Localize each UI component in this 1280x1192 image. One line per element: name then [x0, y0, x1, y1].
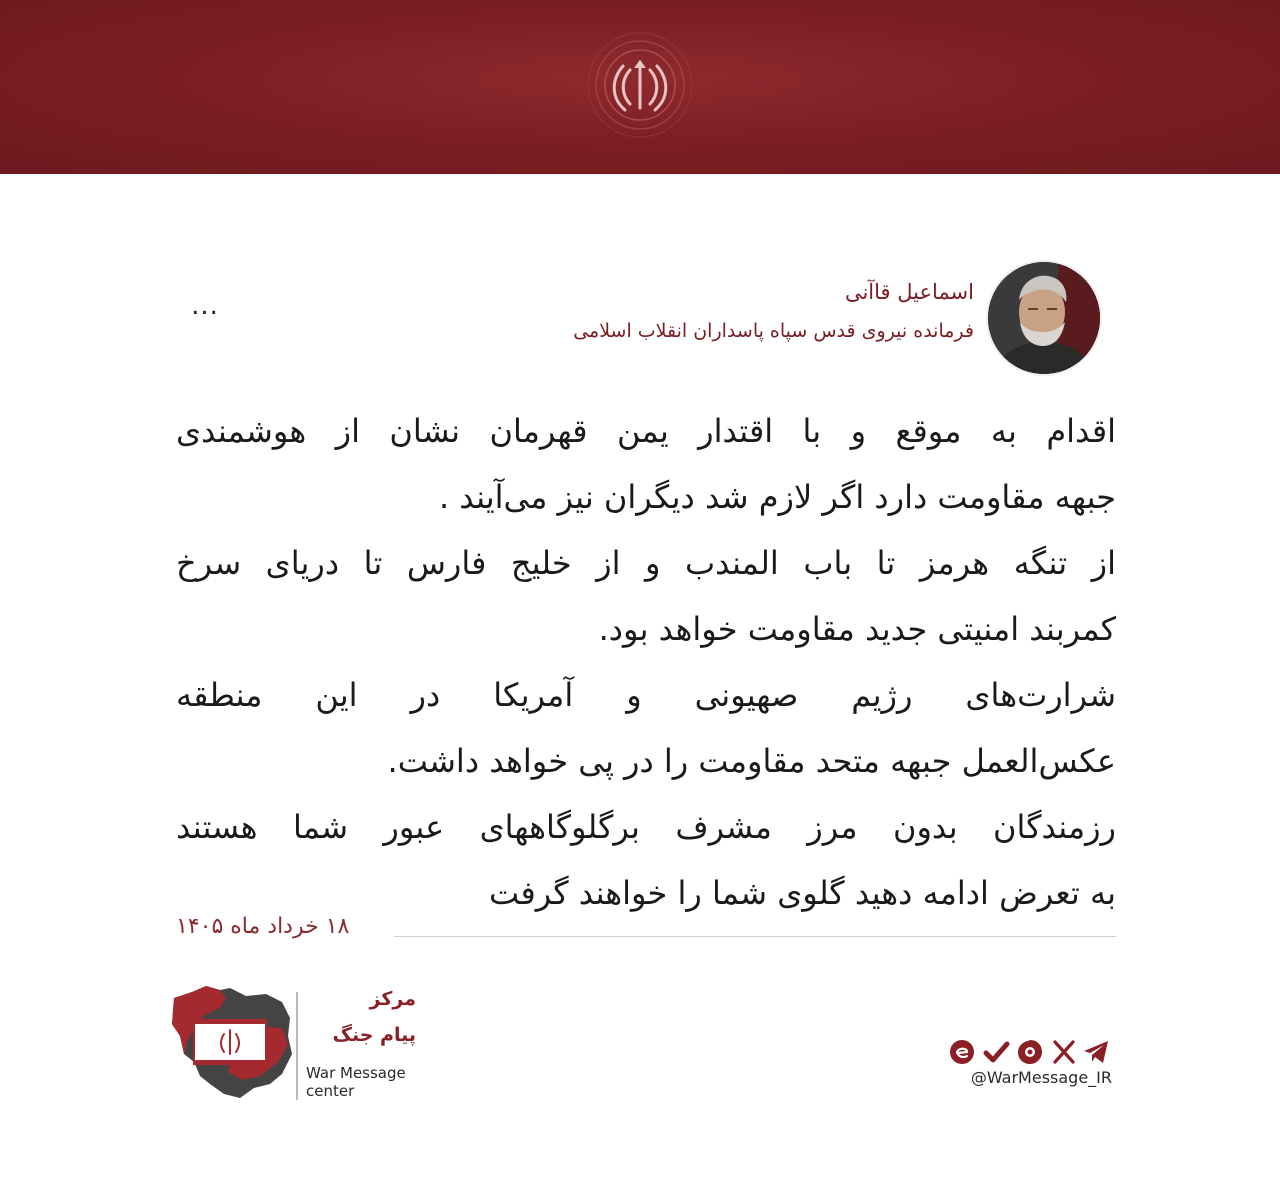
post-body [176, 398, 1116, 926]
iran-emblem-icon [583, 28, 697, 142]
post-line: رزمندگان بدون مرز مشرف برگلوگاههای عبور شما هستند [176, 808, 1116, 846]
divider [394, 936, 1116, 937]
logo-text-en: center [306, 1082, 355, 1100]
telegram-icon[interactable] [1082, 1038, 1110, 1066]
eitaa-icon[interactable] [948, 1038, 976, 1066]
x-icon[interactable] [1050, 1038, 1078, 1066]
post-line: عکس‌العمل جبهه متحد مقاومت را در پی خواهد داشت. [387, 742, 1116, 780]
more-options-button[interactable]: ... [191, 291, 219, 321]
logo-text-en: War Message [306, 1064, 406, 1082]
post-line: شرارت‌های رژیم صهیونی و آمریکا در این منطقه [176, 676, 1116, 714]
logo-text-fa: پیام جنگ [332, 1024, 416, 1046]
iran-map-icon [170, 984, 294, 1104]
logo-text-fa: مرکز [369, 988, 416, 1010]
post-line: از تنگه هرمز تا باب المندب و از خلیج فارس تا دریای سرخ [176, 544, 1116, 582]
check-icon[interactable] [982, 1038, 1010, 1066]
avatar[interactable] [988, 262, 1100, 374]
header-band [0, 0, 1280, 174]
social-icons [948, 1038, 1110, 1068]
post-line: جبهه مقاومت دارد اگر لازم شد دیگران نیز می‌آیند . [438, 478, 1116, 516]
war-message-logo[interactable] [170, 984, 420, 1104]
logo-divider [296, 992, 298, 1100]
author-block [400, 262, 1100, 378]
soroush-icon[interactable] [1016, 1038, 1044, 1066]
author-name: اسماعیل قاآنی [844, 280, 974, 304]
post-date: ۱۸ خرداد ماه ۱۴۰۵ [176, 914, 350, 939]
date-row [176, 912, 1116, 952]
author-title: فرمانده نیروی قدس سپاه پاسداران انقلاب اسلامی [573, 320, 974, 342]
post-line: کمربند امنیتی جدید مقاومت خواهد بود. [598, 610, 1116, 648]
post-line: به تعرض ادامه دهید گلوی شما را خواهند گرفت [489, 874, 1116, 912]
post-line: اقدام به موقع و با اقتدار یمن قهرمان نشان از هوشمندی [176, 412, 1116, 450]
social-handle[interactable]: @WarMessage_IR [970, 1068, 1112, 1087]
